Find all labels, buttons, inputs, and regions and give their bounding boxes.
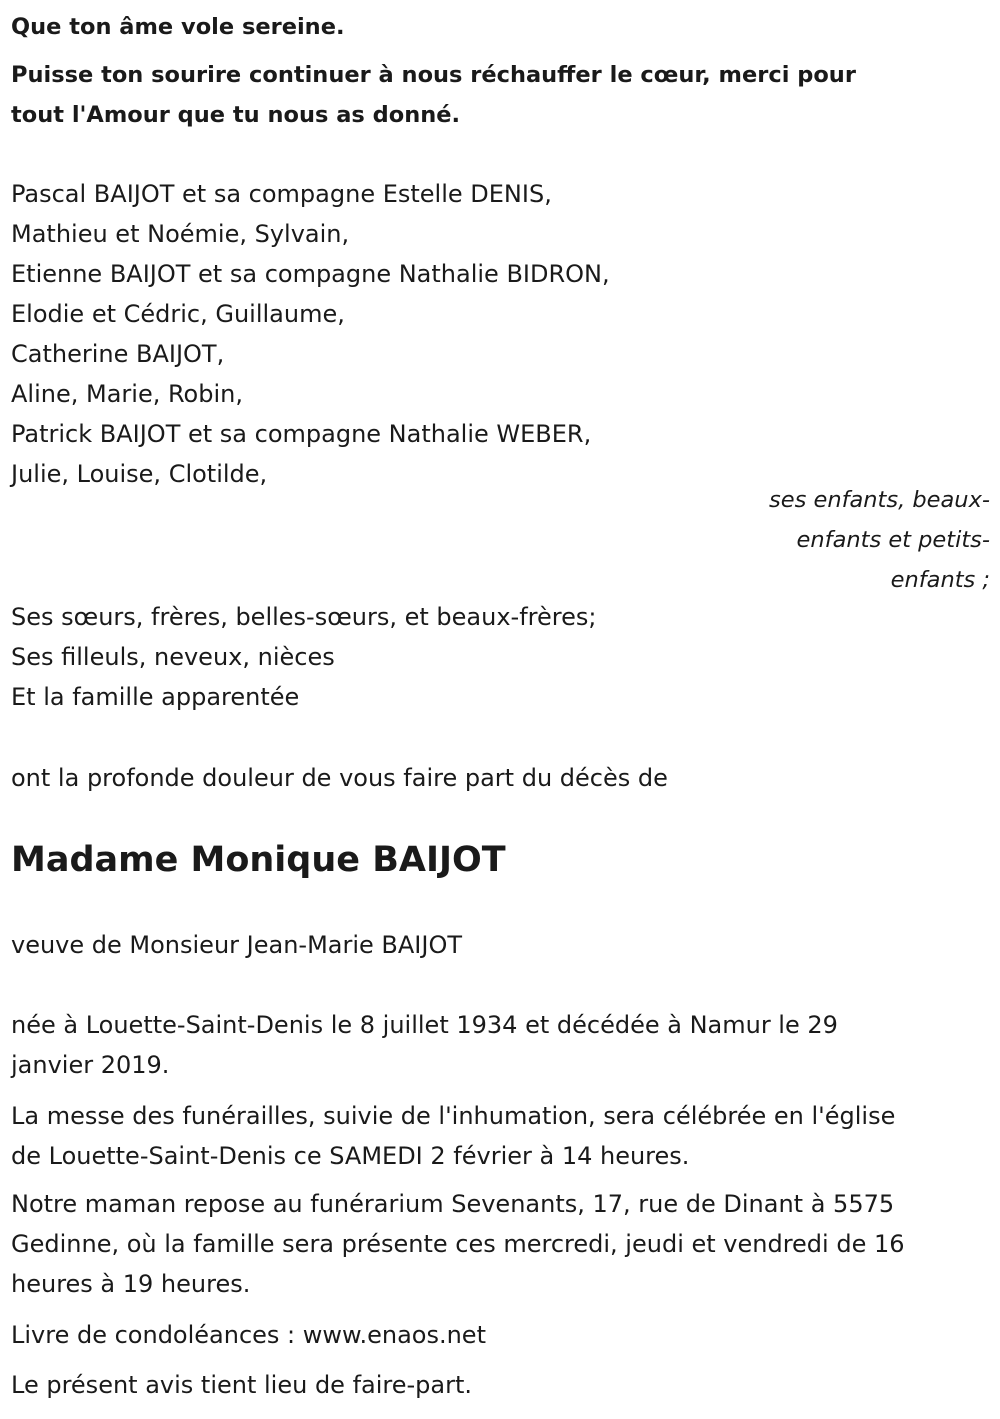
widow-of: veuve de Monsieur Jean-Marie BAIJOT xyxy=(11,931,463,959)
family-line: Patrick BAIJOT et sa compagne Nathalie WEBER, xyxy=(11,420,592,448)
family-line: Mathieu et Noémie, Sylvain, xyxy=(11,220,350,248)
relatives-line: Et la famille apparentée xyxy=(11,683,300,711)
intro-line-2a: Puisse ton sourire continuer à nous réchauffer le cœur, merci pour xyxy=(11,62,856,88)
funeral-line: de Louette-Saint-Denis ce SAMEDI 2 février à 14 heures. xyxy=(11,1142,690,1170)
family-line: Etienne BAIJOT et sa compagne Nathalie BIDRON, xyxy=(11,260,610,288)
intro-line-2b: tout l'Amour que tu nous as donné. xyxy=(11,102,461,128)
family-line: Pascal BAIJOT et sa compagne Estelle DENIS, xyxy=(11,180,552,208)
rest-line: heures à 19 heures. xyxy=(11,1270,251,1298)
family-signature xyxy=(690,480,990,600)
signature-line: enfants ; xyxy=(890,567,990,593)
deceased-name: Madame Monique BAIJOT xyxy=(11,840,506,880)
notice-line: Le présent avis tient lieu de faire-part. xyxy=(11,1371,473,1399)
signature-line: enfants et petits- xyxy=(796,527,990,553)
rest-line: Gedinne, où la famille sera présente ces mercredi, jeudi et vendredi de 16 xyxy=(11,1230,905,1258)
funeral-line: La messe des funérailles, suivie de l'inhumation, sera célébrée en l'église xyxy=(11,1102,896,1130)
family-line: Catherine BAIJOT, xyxy=(11,340,225,368)
intro-line-1: Que ton âme vole sereine. xyxy=(11,14,345,40)
family-line: Julie, Louise, Clotilde, xyxy=(11,460,268,488)
rest-line: Notre maman repose au funérarium Sevenants, 17, rue de Dinant à 5575 xyxy=(11,1190,895,1218)
signature-line: ses enfants, beaux- xyxy=(769,487,990,513)
birth-death-line: née à Louette-Saint-Denis le 8 juillet 1934 et décédée à Namur le 29 xyxy=(11,1011,838,1039)
relatives-line: Ses filleuls, neveux, nièces xyxy=(11,643,335,671)
family-line: Elodie et Cédric, Guillaume, xyxy=(11,300,345,328)
relatives-line: Ses sœurs, frères, belles-sœurs, et beaux-frères; xyxy=(11,603,597,631)
family-line: Aline, Marie, Robin, xyxy=(11,380,243,408)
birth-death-line: janvier 2019. xyxy=(11,1051,170,1079)
announcement: ont la profonde douleur de vous faire part du décès de xyxy=(11,764,668,792)
condolences-line: Livre de condoléances : www.enaos.net xyxy=(11,1321,486,1349)
